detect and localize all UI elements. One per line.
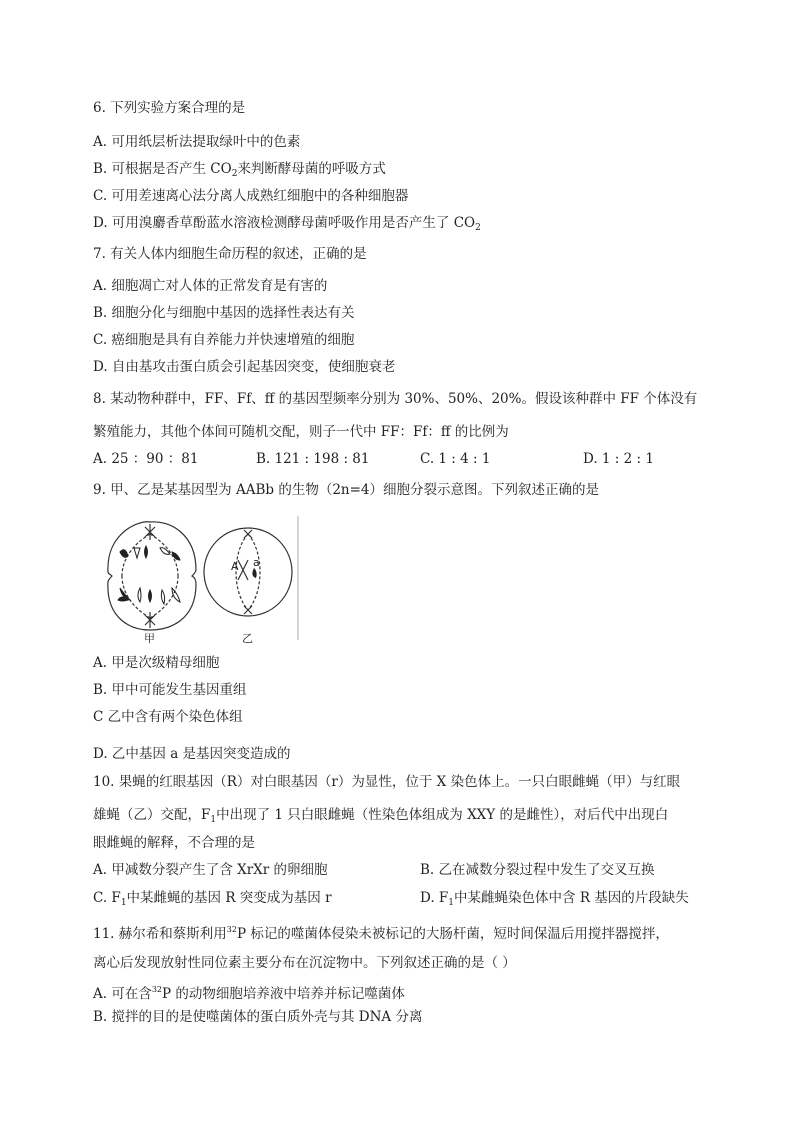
q8-option-b: B. 121 : 198 : 81 [256,451,370,467]
q10-stem-line1: 10. 果蝇的红眼基因（R）对白眼基因（r）为显性，位于 X 染色体上。一只白眼雌蝇（甲）与红眼 [93,774,681,790]
q7-option-b: B. 细胞分化与细胞中基因的选择性表达有关 [93,305,355,321]
q11-option-a: A. 可在含$^{32}$P 的动物细胞培养液中培养并标记噬菌体 [93,985,405,1002]
q10-option-a: A. 甲减数分裂产生了含 XrXr 的卵细胞 [93,862,328,878]
q7-stem: 7. 有关人体内细胞生命历程的叙述，正确的是 [93,246,367,262]
q7-option-d: D. 自由基攻击蛋白质会引起基因突变，使细胞衰老 [93,359,396,375]
q11-option-b: B. 搅拌的目的是使噬菌体的蛋白质外壳与其 DNA 分离 [93,1009,423,1025]
q11-stem-line1: 11. 赫尔希和蔡斯利用$^{32}$P 标记的噬菌体侵染未被标记的大肠杆菌，短时间保温后用搅拌器搅拌， [93,925,669,942]
gene-label-a: a [253,556,260,569]
q6-option-c: C. 可用差速离心法分离人成熟红细胞中的各种细胞器 [93,188,409,204]
q10-stem-line2: 雄蝇（乙）交配，$F_1$中出现了 1 只白眼雌蝇（性染色体组成为 XXY 的是雌性），对后代中出现白 [93,807,669,825]
cell-yi [204,528,292,616]
q7-option-c: C. 癌细胞是具有自养能力并快速增殖的细胞 [93,332,355,348]
q8-stem-line2: 繁殖能力，其他个体间可随机交配，则子一代中 FF：Ff：ff 的比例为 [93,424,509,440]
q6-stem: 6. 下列实验方案合理的是 [93,100,246,116]
q10-option-d: D. $F_1$中某雌蝇染色体中含 R 基因的片段缺失 [420,890,689,908]
q8-option-c: C. 1 : 4 : 1 [420,451,491,467]
q9-stem: 9. 甲、乙是某基因型为 AABb 的生物（2n=4）细胞分裂示意图。下列叙述正确的是 [93,482,599,498]
q8-option-a: A. 25 ：90 ：81 [93,451,199,467]
q9-option-b: B. 甲中可能发生基因重组 [93,682,247,698]
cell-division-diagram [100,512,300,642]
q11-stem-line2: 离心后发现放射性同位素主要分布在沉淀物中。下列叙述正确的是（ ） [93,955,516,971]
q10-stem-line3: 眼雌蝇的解释，不合理的是 [93,835,255,851]
q6-option-b: B. 可根据是否产生 $CO_2$来判断酵母菌的呼吸方式 [93,161,386,179]
gene-label-A: A [231,560,239,573]
q10-option-b: B. 乙在减数分裂过程中发生了交叉互换 [420,862,655,878]
q10-option-c: C. $F_1$中某雌蝇的基因 R 突变成为基因 r [93,890,332,908]
label-jia: 甲 [144,632,155,645]
q6-option-a: A. 可用纸层析法提取绿叶中的色素 [93,134,301,150]
cell-division-figure [100,512,300,645]
q6-option-d: D. 可用溴麝香草酚蓝水溶液检测酵母菌呼吸作用是否产生了 $CO_2$ [93,215,481,233]
q9-option-d: D. 乙中基因 a 是基因突变造成的 [93,746,291,762]
q9-option-c: C 乙中含有两个染色体组 [93,709,243,725]
q8-option-d: D. 1 : 2 : 1 [583,451,654,467]
q7-option-a: A. 细胞凋亡对人体的正常发育是有害的 [93,278,328,294]
q9-option-a: A. 甲是次级精母细胞 [93,655,220,671]
q8-stem-line1: 8. 某动物种群中，FF、Ff、ff 的基因型频率分别为 30%、50%、20%。假设该种群中 FF 个体没有 [93,391,698,407]
cell-jia [108,522,196,630]
label-yi: 乙 [242,632,253,645]
